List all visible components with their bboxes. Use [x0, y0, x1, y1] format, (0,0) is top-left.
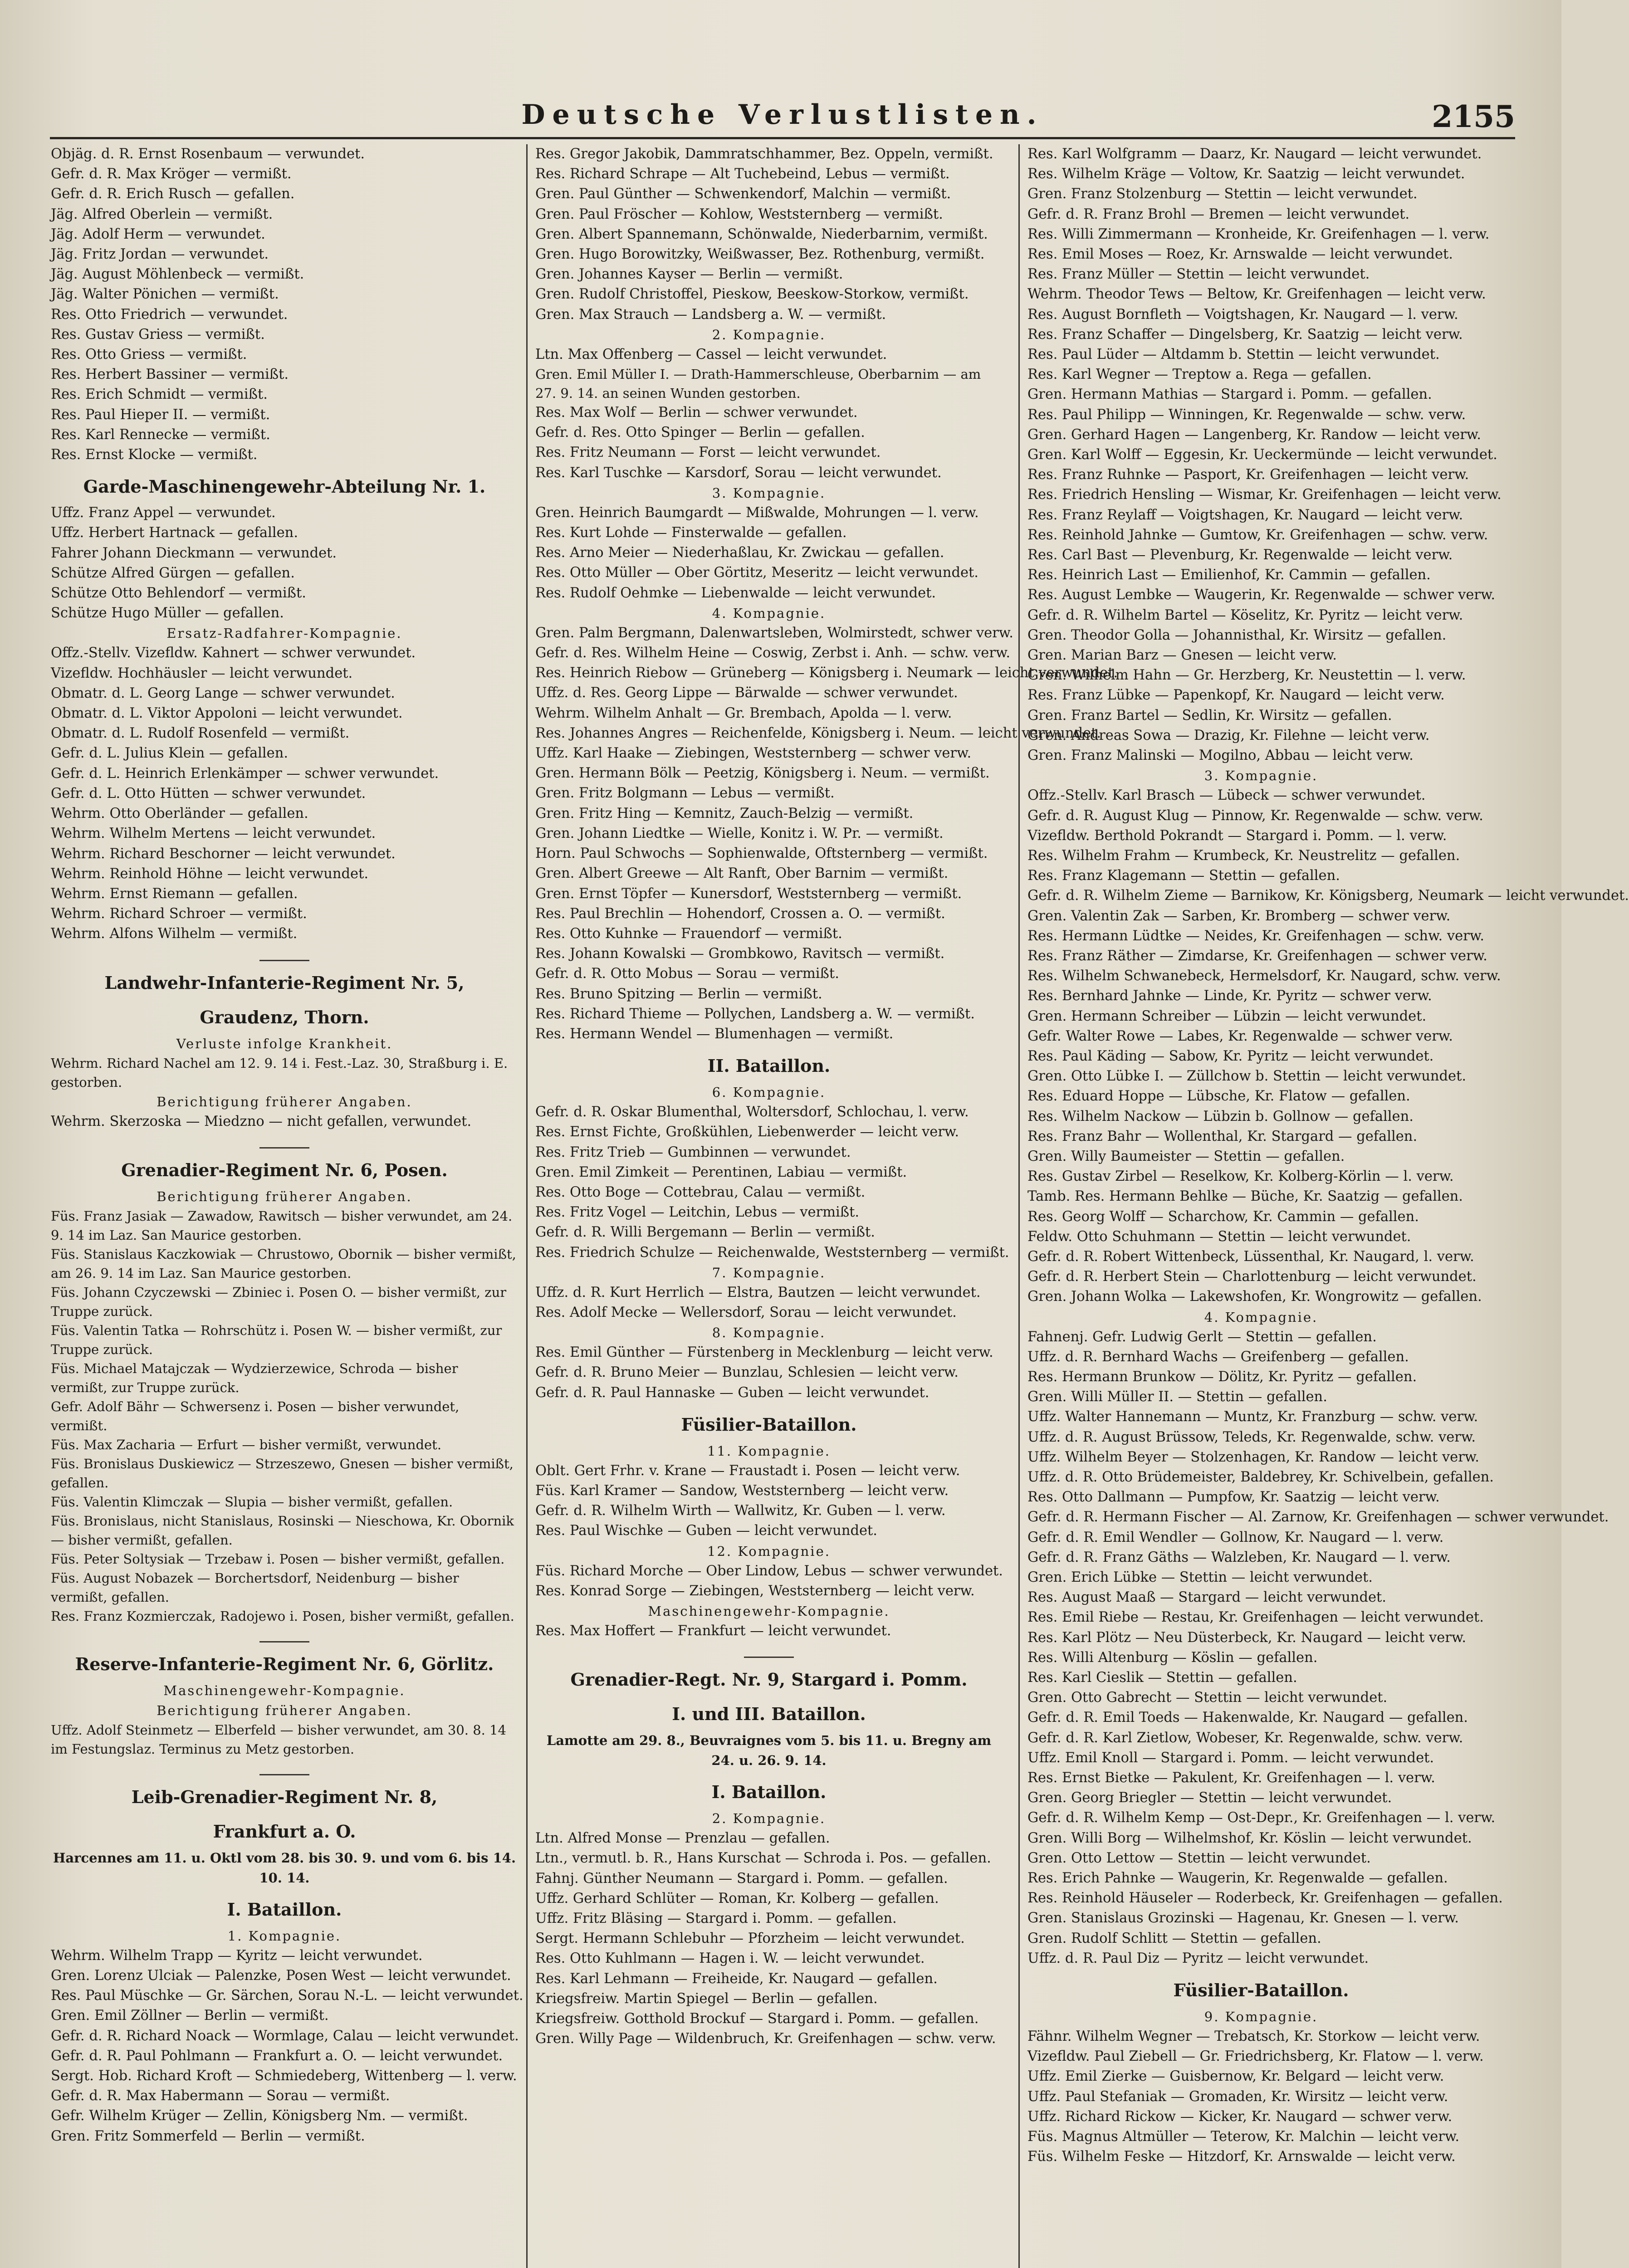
casualty-note: Füs. August Nobazek — Borchertsdorf, Neidenburg — bisher vermißt, gefallen. [51, 1570, 459, 1605]
casualty-note: Füs. Bronislaus, nicht Stanislaus, Rosinski — Nieschowa, Kr. Obornik — bisher vermißt, gefallen. [51, 1513, 514, 1548]
casualty-entry: Res. Otto Griess — vermißt. [51, 347, 247, 363]
casualty-entry: Res. Franz Reylaff — Voigtshagen, Kr. Naugard — leicht verw. [1027, 507, 1463, 523]
subsection-heading: 2. Kompagnie. [712, 327, 826, 342]
section-divider [259, 960, 309, 961]
casualty-entry: Uffz. Emil Zierke — Guisbernow, Kr. Belgard — leicht verw. [1027, 2068, 1444, 2085]
casualty-entry: Wehrm. Otto Oberländer — gefallen. [51, 806, 308, 822]
casualty-entry: Res. Hermann Wendel — Blumenhagen — vermißt. [535, 1026, 894, 1042]
section-divider [744, 1657, 794, 1658]
casualty-entry: Res. Herbert Bassiner — vermißt. [51, 367, 289, 383]
casualty-entry: Gren. Andreas Sowa — Drazig, Kr. Filehne — leicht verw. [1027, 727, 1430, 743]
casualty-entry: Res. Paul Lüder — Altdamm b. Stettin — leicht verwundet. [1027, 347, 1440, 363]
casualty-entry: Res. Gustav Zirbel — Reselkow, Kr. Kolberg-Körlin — l. verw. [1027, 1168, 1454, 1185]
column-2 [535, 144, 1118, 2268]
casualty-entry: Gren. Fritz Hing — Kemnitz, Zauch-Belzig — vermißt. [535, 805, 914, 821]
casualty-entry: Wehrm. Richard Beschorner — leicht verwundet. [51, 846, 396, 862]
subsection-heading: 9. Kompagnie. [1204, 2009, 1318, 2025]
casualty-entry: Füs. Wilhelm Feske — Hitzdorf, Kr. Arnswalde — leicht verw. [1027, 2149, 1456, 2165]
casualty-entry: Gefr. d. Res. Otto Spinger — Berlin — gefallen. [535, 425, 865, 441]
casualty-entry: Oblt. Gert Frhr. v. Krane — Fraustadt i. Posen — leicht verw. [535, 1462, 960, 1479]
casualty-entry: Gefr. d. R. Willi Bergemann — Berlin — vermißt. [535, 1224, 875, 1241]
casualty-entry: Gren. Rudolf Schlitt — Stettin — gefallen. [1027, 1930, 1321, 1946]
casualty-entry: Wehrm. Richard Schroer — vermißt. [51, 906, 307, 922]
casualty-entry: Wehrm. Wilhelm Trapp — Kyritz — leicht verwundet. [51, 1947, 423, 1964]
casualty-entry: Res. Paul Brechlin — Hohendorf, Crossen a. O. — vermißt. [535, 905, 945, 922]
casualty-entry: Res. Erich Pahnke — Waugerin, Kr. Regenwalde — gefallen. [1027, 1870, 1448, 1887]
casualty-entry: Uffz. Herbert Hartnack — gefallen. [51, 525, 298, 541]
casualty-entry: Gren. Marian Barz — Gnesen — leicht verw. [1027, 647, 1337, 664]
casualty-entry: Uffz. d. R. Otto Brüdemeister, Baldebrey, Kr. Schivelbein, gefallen. [1027, 1469, 1494, 1485]
subsection-heading: 1. Kompagnie. [227, 1928, 342, 1944]
subsection-heading: Berichtigung früherer Angaben. [157, 1188, 412, 1204]
casualty-entry: Wehrm. Reinhold Höhne — leicht verwundet. [51, 865, 369, 882]
casualty-entry: Res. Eduard Hoppe — Lübsche, Kr. Flatow — gefallen. [1027, 1088, 1410, 1105]
casualty-entry: Wehrm. Alfons Wilhelm — vermißt. [51, 926, 298, 942]
casualty-entry: Kriegsfreiw. Gotthold Brockuf — Stargard i. Pomm. — gefallen. [535, 2011, 979, 2027]
casualty-entry: Gefr. d. L. Julius Klein — gefallen. [51, 745, 289, 762]
casualty-entry: Gren. Willi Müller II. — Stettin — gefallen. [1027, 1389, 1327, 1405]
casualty-entry: Res. Karl Rennecke — vermißt. [51, 426, 270, 443]
casualty-entry: Uffz. Emil Knoll — Stargard i. Pomm. — leicht verwundet. [1027, 1750, 1434, 1766]
casualty-entry: Wehrm. Theodor Tews — Beltow, Kr. Greifenhagen — leicht verw. [1027, 286, 1486, 303]
casualty-entry: Fähnr. Wilhelm Wegner — Trebatsch, Kr. Storkow — leicht verw. [1027, 2028, 1480, 2045]
casualty-entry: Gren. Ernst Töpfer — Kunersdorf, Weststernberg — vermißt. [535, 885, 962, 902]
casualty-entry: Res. Franz Lübke — Papenkopf, Kr. Naugard — leicht verw. [1027, 687, 1445, 704]
casualty-entry: Gren. Otto Lettow — Stettin — leicht verwundet. [1027, 1850, 1371, 1866]
casualty-entry: Gefr. d. R. August Klug — Pinnow, Kr. Regenwalde — schw. verw. [1027, 807, 1483, 824]
section-heading: Füsilier-Bataillon. [681, 1414, 857, 1435]
casualty-entry: Res. Willi Zimmermann — Kronheide, Kr. Greifenhagen — l. verw. [1027, 226, 1490, 242]
subsection-heading: Verluste infolge Krankheit. [176, 1036, 393, 1051]
column-1 [51, 144, 523, 2268]
casualty-entry: Gefr. d. R. Otto Mobus — Sorau — vermißt. [535, 966, 839, 982]
casualty-entry: Res. Rudolf Oehmke — Liebenwalde — leicht verwundet. [535, 585, 936, 601]
section-heading: I. und III. Bataillon. [672, 1704, 866, 1725]
section-heading: Füsilier-Bataillon. [1173, 1980, 1349, 2001]
casualty-entry: Gren. Rudolf Christoffel, Pieskow, Beeskow-Storkow, vermißt. [535, 286, 969, 303]
casualty-entry: Gren. Lorenz Ulciak — Palenzke, Posen West — leicht verwundet. [51, 1967, 511, 1984]
casualty-entry: Vizefldw. Paul Ziebell — Gr. Friedrichsberg, Kr. Flatow — l. verw. [1027, 2048, 1484, 2065]
casualty-entry: Gefr. d. R. Max Habermann — Sorau — vermißt. [51, 2088, 390, 2104]
subsection-heading: Berichtigung früherer Angaben. [157, 1702, 412, 1718]
casualty-entry: Feldw. Otto Schuhmann — Stettin — leicht verwundet. [1027, 1228, 1411, 1245]
casualty-entry: Vizefldw. Hochhäusler — leicht verwundet. [51, 665, 353, 681]
casualty-entry: Jäg. Walter Pönichen — vermißt. [51, 286, 279, 303]
casualty-note: Füs. Valentin Tatka — Rohrschütz i. Posen W. — bisher vermißt, zur Truppe zurück. [51, 1322, 502, 1357]
casualty-entry: Res. Otto Boge — Cottebrau, Calau — vermißt. [535, 1184, 866, 1200]
casualty-entry: Gren. Franz Bartel — Sedlin, Kr. Wirsitz — gefallen. [1027, 707, 1392, 723]
casualty-entry: Gefr. d. R. Herbert Stein — Charlottenburg — leicht verwundet. [1027, 1269, 1477, 1285]
casualty-entry: Gren. Hugo Borowitzky, Weißwasser, Bez. Rothenburg, vermißt. [535, 246, 985, 263]
casualty-entry: Gefr. d. R. Erich Rusch — gefallen. [51, 186, 295, 202]
casualty-entry: Uffz. Walter Hannemann — Muntz, Kr. Franzburg — schw. verw. [1027, 1409, 1478, 1425]
subsection-heading: Maschinengewehr-Kompagnie. [648, 1603, 890, 1619]
casualty-entry: Gefr. d. R. Hermann Fischer — Al. Zarnow, Kr. Greifenhagen — schwer verwundet. [1027, 1509, 1609, 1525]
section-heading: Reserve-Infanterie-Regiment Nr. 6, Görlitz. [75, 1653, 494, 1674]
casualty-entry: Uffz. Paul Stefaniak — Gromaden, Kr. Wirsitz — leicht verw. [1027, 2088, 1448, 2105]
casualty-entry: Gefr. d. R. Karl Zietlow, Wobeser, Kr. Regenwalde, schw. verw. [1027, 1730, 1463, 1746]
casualty-entry: Gren. Albert Greewe — Alt Ranft, Ober Barnim — vermißt. [535, 865, 949, 882]
column-3 [1027, 144, 1629, 2268]
casualty-entry: Obmatr. d. L. Viktor Appoloni — leicht verwundet. [51, 705, 403, 722]
casualty-entry: Res. Franz Klagemann — Stettin — gefallen. [1027, 868, 1340, 884]
section-heading: Frankfurt a. O. [213, 1821, 356, 1842]
casualty-entry: Res. Max Hoffert — Frankfurt — leicht verwundet. [535, 1623, 891, 1639]
casualty-entry: Res. Karl Cieslik — Stettin — gefallen. [1027, 1670, 1297, 1686]
casualty-note: Füs. Stanislaus Kaczkowiak — Chrustowo, Obornik — bisher vermißt, am 26. 9. 14 im Laz. San Maurice gestorben. [51, 1246, 516, 1281]
casualty-entry: Gefr. d. R. Wilhelm Wirth — Wallwitz, Kr. Guben — l. verw. [535, 1503, 946, 1519]
section-divider [259, 1641, 309, 1642]
subsection-heading: 11. Kompagnie. [707, 1443, 831, 1459]
casualty-entry: Schütze Otto Behlendorf — vermißt. [51, 585, 306, 601]
casualty-entry: Gefr. d. R. Bruno Meier — Bunzlau, Schlesien — leicht verw. [535, 1364, 959, 1381]
casualty-entry: Gren. Franz Malinski — Mogilno, Abbau — leicht verw. [1027, 748, 1414, 764]
casualty-entry: Uffz. Richard Rickow — Kicker, Kr. Naugard — schwer verw. [1027, 2108, 1453, 2125]
subsection-heading: 7. Kompagnie. [712, 1265, 826, 1281]
casualty-entry: Obmatr. d. L. Rudolf Rosenfeld — vermißt. [51, 725, 350, 742]
casualty-entry: Gefr. d. R. Wilhelm Bartel — Köselitz, Kr. Pyritz — leicht verw. [1027, 607, 1463, 623]
casualty-entry: Res. Richard Schrape — Alt Tuchebeind, Lebus — vermißt. [535, 166, 950, 182]
subsection-heading: 2. Kompagnie. [712, 1811, 826, 1827]
subsection-heading: 4. Kompagnie. [712, 605, 826, 621]
casualty-entry: Res. Friedrich Hensling — Wismar, Kr. Greifenhagen — leicht verw. [1027, 487, 1502, 503]
casualty-entry: Uffz. Fritz Bläsing — Stargard i. Pomm. — gefallen. [535, 1911, 897, 1926]
section-heading: Graudenz, Thorn. [200, 1007, 369, 1027]
casualty-entry: Res. Ernst Bietke — Pakulent, Kr. Greifenhagen — l. verw. [1027, 1770, 1435, 1786]
casualty-entry: Jäg. August Möhlenbeck — vermißt. [51, 266, 304, 283]
casualty-entry: Res. Reinhold Jahnke — Gumtow, Kr. Greifenhagen — schw. verw. [1027, 527, 1488, 543]
casualty-entry: Res. Otto Müller — Ober Görtitz, Meseritz — leicht verwundet. [535, 565, 978, 581]
casualty-entry: Horn. Paul Schwochs — Sophienwalde, Oftsternberg — vermißt. [535, 846, 988, 862]
casualty-entry: Res. Otto Dallmann — Pumpfow, Kr. Saatzig — leicht verw. [1027, 1489, 1440, 1505]
casualty-entry: Offz.-Stellv. Vizefldw. Kahnert — schwer verwundet. [51, 645, 416, 661]
casualty-entry: Res. Wilhelm Kräge — Voltow, Kr. Saatzig — leicht verwundet. [1027, 166, 1465, 182]
casualty-entry: Füs. Richard Morche — Ober Lindow, Lebus — schwer verwundet. [535, 1563, 1003, 1579]
casualty-entry: Gefr. d. R. Emil Wendler — Gollnow, Kr. Naugard — l. verw. [1027, 1529, 1444, 1545]
casualty-entry: Gren. Johann Wolka — Lakewshofen, Kr. Wongrowitz — gefallen. [1027, 1289, 1482, 1305]
casualty-entry: Fahnj. Günther Neumann — Stargard i. Pomm. — gefallen. [535, 1870, 948, 1887]
casualty-entry: Vizefldw. Berthold Pokrandt — Stargard i. Pomm. — l. verw. [1027, 827, 1447, 844]
casualty-entry: Res. Fritz Vogel — Leitchin, Lebus — vermißt. [535, 1204, 860, 1221]
page-title: Deutsche Verlustlisten. [521, 99, 1044, 131]
casualty-entry: Gren. Paul Fröscher — Kohlow, Weststernberg — vermißt. [535, 206, 943, 222]
casualty-note: Gren. Emil Müller I. — Drath-Hammerschleuse, Oberbarnim — am 27. 9. 14. an seinen Wunden gestorben. [535, 367, 981, 401]
casualty-entry: Res. Otto Kuhlmann — Hagen i. W. — leicht verwundet. [535, 1950, 925, 1967]
casualty-entry: Res. Gregor Jakobik, Dammratschhammer, Bez. Oppeln, vermißt. [535, 146, 993, 162]
casualty-entry: Res. Georg Wolff — Scharchow, Kr. Cammin — gefallen. [1027, 1208, 1419, 1225]
casualty-entry: Gefr. d. R. Oskar Blumenthal, Woltersdorf, Schlochau, l. verw. [535, 1104, 969, 1120]
casualty-entry: Res. Paul Philipp — Winningen, Kr. Regenwalde — schw. verw. [1027, 406, 1466, 423]
casualty-entry: Uffz. Wilhelm Beyer — Stolzenhagen, Kr. Randow — leicht verw. [1027, 1449, 1479, 1465]
casualty-entry: Gefr. d. R. Emil Toeds — Hakenwalde, Kr. Naugard — gefallen. [1027, 1710, 1468, 1726]
casualty-note: Uffz. Adolf Steinmetz — Elberfeld — bisher verwundet, am 30. 8. 14 im Festungslaz. Terminus zu Metz gestorben. [51, 1722, 506, 1757]
casualty-entry: Gren. Palm Bergmann, Dalenwartsleben, Wolmirstedt, schwer verw. [535, 625, 1013, 641]
casualty-entry: Res. Karl Wolfgramm — Daarz, Kr. Naugard — leicht verwundet. [1027, 146, 1482, 162]
column-divider [526, 144, 528, 2268]
casualty-entry: Res. Erich Schmidt — vermißt. [51, 386, 268, 403]
casualty-note: Füs. Bronislaus Duskiewicz — Strzeszewo, Gnesen — bisher vermißt, gefallen. [51, 1456, 514, 1491]
subsection-heading: Ersatz-Radfahrer-Kompagnie. [166, 626, 402, 641]
casualty-note: Füs. Johann Czyczewski — Zbiniec i. Posen O. — bisher vermißt, zur Truppe zurück. [51, 1284, 507, 1319]
casualty-entry: Ltn., vermutl. b. R., Hans Kurschat — Schroda i. Pos. — gefallen. [535, 1850, 991, 1867]
casualty-entry: Fahrer Johann Dieckmann — verwundet. [51, 545, 337, 561]
casualty-entry: Gren. Franz Stolzenburg — Stettin — leicht verwundet. [1027, 186, 1418, 202]
casualty-entry: Jäg. Alfred Oberlein — vermißt. [51, 206, 273, 222]
casualty-entry: Res. Karl Plötz — Neu Düsterbeck, Kr. Naugard — leicht verw. [1027, 1629, 1467, 1646]
subsection-heading: 3. Kompagnie. [712, 485, 826, 501]
casualty-entry: Gefr. d. R. Paul Pohlmann — Frankfurt a. O. — leicht verwundet. [51, 2048, 503, 2064]
subsection-heading: 8. Kompagnie. [712, 1325, 826, 1341]
section-divider [259, 1147, 309, 1149]
casualty-entry: Gren. Willy Baumeister — Stettin — gefallen. [1027, 1148, 1345, 1164]
casualty-entry: Gren. Albert Spannemann, Schönwalde, Niederbarnim, vermißt. [535, 226, 988, 242]
page-number: 2155 [1432, 99, 1515, 134]
subsection-heading: Harcennes am 11. u. Oktl vom 28. bis 30. 9. und vom 6. bis 14. 10. 14. [53, 1850, 516, 1886]
casualty-entry: Res. Arno Meier — Niederhaßlau, Kr. Zwickau — gefallen. [535, 545, 944, 561]
casualty-entry: Res. Heinrich Last — Emilienhof, Kr. Cammin — gefallen. [1027, 567, 1431, 583]
casualty-note: Füs. Franz Jasiak — Zawadow, Rawitsch — bisher verwundet, am 24. 9. 14 im Laz. San Maurice gestorben. [51, 1208, 513, 1243]
casualty-entry: Gren. Hermann Bölk — Peetzig, Königsberg i. Neum. — vermißt. [535, 765, 990, 782]
casualty-entry: Gren. Max Strauch — Landsberg a. W. — vermißt. [535, 306, 886, 323]
casualty-entry: Füs. Karl Kramer — Sandow, Weststernberg — leicht verw. [535, 1482, 949, 1499]
casualty-entry: Gefr. d. L. Otto Hütten — schwer verwundet. [51, 785, 366, 802]
casualty-entry: Gefr. d. R. Franz Gäths — Walzleben, Kr. Naugard — l. verw. [1027, 1549, 1451, 1565]
casualty-entry: Schütze Hugo Müller — gefallen. [51, 605, 284, 621]
casualty-entry: Res. Gustav Griess — vermißt. [51, 326, 265, 342]
page-header [50, 99, 1515, 140]
subsection-heading: Maschinengewehr-Kompagnie. [163, 1682, 406, 1698]
header-rule [50, 137, 1515, 139]
casualty-entry: Res. Franz Schaffer — Dingelsberg, Kr. Saatzig — leicht verw. [1027, 326, 1463, 342]
section-heading: Landwehr-Infanterie-Regiment Nr. 5, [104, 972, 465, 993]
casualty-entry: Uffz. d. R. Kurt Herrlich — Elstra, Bautzen — leicht verwundet. [535, 1284, 981, 1300]
subsection-heading: 12. Kompagnie. [707, 1543, 831, 1559]
casualty-entry: Jäg. Fritz Jordan — verwundet. [51, 246, 269, 263]
casualty-entry: Wehrm. Wilhelm Anhalt — Gr. Brembach, Apolda — l. verw. [535, 705, 952, 721]
casualty-entry: Gren. Valentin Zak — Sarben, Kr. Bromberg — schwer verw. [1027, 908, 1451, 924]
casualty-entry: Gren. Wilhelm Hahn — Gr. Herzberg, Kr. Neustettin — l. verw. [1027, 667, 1466, 684]
casualty-entry: Fahnenj. Gefr. Ludwig Gerlt — Stettin — gefallen. [1027, 1329, 1377, 1345]
section-divider [259, 1774, 309, 1775]
casualty-entry: Wehrm. Skerzoska — Miedzno — nicht gefallen, verwundet. [51, 1113, 472, 1129]
casualty-entry: Res. Max Wolf — Berlin — schwer verwundet. [535, 405, 858, 421]
casualty-entry: Ltn. Max Offenberg — Cassel — leicht verwundet. [535, 346, 887, 362]
casualty-entry: Gren. Johannes Kayser — Berlin — vermißt. [535, 266, 843, 283]
casualty-entry: Gren. Willi Borg — Wilhelmshof, Kr. Köslin — leicht verwundet. [1027, 1830, 1472, 1846]
casualty-entry: Res. Paul Müschke — Gr. Särchen, Sorau N.-L. — leicht verwundet. [51, 1988, 523, 2004]
casualty-entry: Uffz. d. R. Bernhard Wachs — Greifenberg — gefallen. [1027, 1349, 1409, 1365]
casualty-entry: Res. Friedrich Schulze — Reichenwalde, Weststernberg — vermißt. [535, 1244, 1009, 1261]
casualty-entry: Gren. Georg Briegler — Stettin — leicht verwundet. [1027, 1790, 1392, 1806]
casualty-entry: Res. Reinhold Häuseler — Roderbeck, Kr. Greifenhagen — gefallen. [1027, 1890, 1503, 1906]
casualty-entry: Res. Paul Wischke — Guben — leicht verwundet. [535, 1523, 877, 1539]
casualty-entry: Gren. Stanislaus Grozinski — Hagenau, Kr. Gnesen — l. verw. [1027, 1910, 1459, 1926]
casualty-entry: Res. Wilhelm Nackow — Lübzin b. Gollnow — gefallen. [1027, 1108, 1414, 1124]
casualty-entry: Gren. Theodor Golla — Johannisthal, Kr. Wirsitz — gefallen. [1027, 627, 1447, 643]
casualty-entry: Res. Karl Tuschke — Karsdorf, Sorau — leicht verwundet. [535, 464, 942, 481]
subsection-heading: 6. Kompagnie. [712, 1085, 826, 1100]
casualty-entry: Res. Willi Altenburg — Köslin — gefallen. [1027, 1649, 1318, 1666]
casualty-entry: Res. Franz Müller — Stettin — leicht verwundet. [1027, 266, 1370, 283]
casualty-entry: Res. August Bornfleth — Voigtshagen, Kr. Naugard — l. verw. [1027, 306, 1458, 323]
casualty-entry: Gefr. d. Res. Wilhelm Heine — Coswig, Zerbst i. Anh. — schw. verw. [535, 645, 1011, 661]
casualty-entry: Res. Wilhelm Schwanebeck, Hermelsdorf, Kr. Naugard, schw. verw. [1027, 968, 1501, 984]
casualty-note: Wehrm. Richard Nachel am 12. 9. 14 i. Fest.-Laz. 30, Straßburg i. E. gestorben. [51, 1055, 508, 1090]
casualty-entry: Offz.-Stellv. Karl Brasch — Lübeck — schwer verwundet. [1027, 787, 1426, 804]
casualty-entry: Res. Bruno Spitzing — Berlin — vermißt. [535, 986, 822, 1002]
column-divider [1018, 144, 1020, 2268]
casualty-entry: Tamb. Res. Hermann Behlke — Büche, Kr. Saatzig — gefallen. [1027, 1188, 1463, 1205]
casualty-entry: Gren. Otto Gabrecht — Stettin — leicht verwundet. [1027, 1690, 1388, 1706]
casualty-entry: Res. Franz Räther — Zimdarse, Kr. Greifenhagen — schwer verw. [1027, 948, 1487, 964]
casualty-entry: Gren. Otto Lübke I. — Züllchow b. Stettin — leicht verwundet. [1027, 1068, 1467, 1085]
casualty-entry: Res. Emil Moses — Roez, Kr. Arnswalde — leicht verwundet. [1027, 246, 1453, 263]
casualty-note: Füs. Peter Soltysiak — Trzebaw i. Posen — bisher vermißt, gefallen. [51, 1551, 505, 1567]
casualty-entry: Gefr. d. R. Wilhelm Zieme — Barnikow, Kr. Königsberg, Neumark — leicht verwundet. [1027, 888, 1629, 904]
casualty-note: Füs. Max Zacharia — Erfurt — bisher vermißt, verwundet. [51, 1437, 442, 1452]
casualty-entry: Gefr. Walter Rowe — Labes, Kr. Regenwalde — schwer verw. [1027, 1028, 1453, 1044]
casualty-entry: Res. Paul Hieper II. — vermißt. [51, 406, 270, 423]
casualty-entry: Sergt. Hob. Richard Kroft — Schmiedeberg, Wittenberg — l. verw. [51, 2068, 517, 2084]
casualty-entry: Gefr. d. R. Max Kröger — vermißt. [51, 166, 292, 182]
casualty-entry: Res. Emil Riebe — Restau, Kr. Greifenhagen — leicht verwundet. [1027, 1609, 1484, 1626]
casualty-entry: Res. Ernst Fichte, Großkühlen, Liebenwerder — leicht verw. [535, 1124, 959, 1140]
casualty-entry: Gefr. d. R. Paul Hannaske — Guben — leicht verwundet. [535, 1384, 929, 1401]
casualty-entry: Res. August Maaß — Stargard — leicht verwundet. [1027, 1589, 1386, 1606]
subsection-heading: Berichtigung früherer Angaben. [157, 1094, 412, 1110]
casualty-entry: Res. Heinrich Riebow — Grüneberg — Königsberg i. Neumark — leicht verwundet. [535, 665, 1118, 681]
casualty-note: Res. Franz Kozmierczak, Radojewo i. Posen, bisher vermißt, gefallen. [51, 1608, 514, 1624]
section-heading: I. Bataillon. [711, 1782, 827, 1803]
casualty-entry: Gren. Paul Günther — Schwenkendorf, Malchin — vermißt. [535, 186, 951, 202]
casualty-entry: Jäg. Adolf Herm — verwundet. [51, 226, 265, 242]
section-heading: Garde-Maschinengewehr-Abteilung Nr. 1. [83, 476, 486, 497]
casualty-entry: Res. Franz Ruhnke — Pasport, Kr. Greifenhagen — leicht verw. [1027, 467, 1469, 483]
casualty-entry: Gefr. d. R. Robert Wittenbeck, Lüssenthal, Kr. Naugard, l. verw. [1027, 1248, 1474, 1265]
casualty-entry: Uffz. d. R. Paul Diz — Pyritz — leicht verwundet. [1027, 1950, 1369, 1966]
casualty-entry: Gren. Heinrich Baumgardt — Mißwalde, Mohrungen — l. verw. [535, 504, 979, 521]
subsection-heading: Lamotte am 29. 8., Beuvraignes vom 5. bis 11. u. Bregny am 24. u. 26. 9. 14. [546, 1733, 992, 1769]
casualty-entry: Uffz. d. R. August Brüssow, Teleds, Kr. Regenwalde, schw. verw. [1027, 1429, 1476, 1445]
casualty-entry: Füs. Magnus Altmüller — Teterow, Kr. Malchin — leicht verw. [1027, 2129, 1460, 2145]
casualty-entry: Sergt. Hermann Schlebuhr — Pforzheim — leicht verwundet. [535, 1931, 965, 1947]
casualty-entry: Gefr. Wilhelm Krüger — Zellin, Königsberg Nm. — vermißt. [51, 2108, 468, 2124]
casualty-note: Füs. Valentin Klimczak — Slupia — bisher vermißt, gefallen. [51, 1494, 453, 1510]
section-heading: Grenadier-Regiment Nr. 6, Posen. [121, 1159, 448, 1180]
casualty-entry: Gefr. d. R. Franz Brohl — Bremen — leicht verwundet. [1027, 206, 1410, 222]
casualty-entry: Gren. Emil Zimkeit — Perentinen, Labiau — vermißt. [535, 1164, 907, 1180]
casualty-entry: Res. Fritz Neumann — Forst — leicht verwundet. [535, 445, 881, 461]
casualty-entry: Res. Konrad Sorge — Ziebingen, Weststernberg — leicht verw. [535, 1583, 975, 1599]
casualty-entry: Wehrm. Ernst Riemann — gefallen. [51, 885, 298, 902]
subsection-heading: 4. Kompagnie. [1204, 1309, 1318, 1325]
casualty-entry: Res. Johannes Angres — Reichenfelde, Königsberg i. Neum. — leicht verwundet. [535, 725, 1101, 741]
casualty-entry: Gefr. d. L. Heinrich Erlenkämper — schwer verwundet. [51, 765, 439, 782]
casualty-note: Gefr. Adolf Bähr — Schwersenz i. Posen — bisher verwundet, vermißt. [51, 1398, 460, 1433]
casualty-entry: Gefr. d. R. Wilhelm Kemp — Ost-Depr., Kr. Greifenhagen — l. verw. [1027, 1810, 1496, 1826]
section-heading: II. Bataillon. [707, 1056, 831, 1076]
casualty-entry: Gren. Johann Liedtke — Wielle, Konitz i. W. Pr. — vermißt. [535, 825, 944, 841]
casualty-entry: Res. Hermann Lüdtke — Neides, Kr. Greifenhagen — schw. verw. [1027, 928, 1484, 944]
casualty-entry: Gren. Hermann Schreiber — Lübzin — leicht verwundet. [1027, 1008, 1427, 1024]
subsection-heading: 3. Kompagnie. [1204, 768, 1318, 784]
casualty-entry: Res. August Lembke — Waugerin, Kr. Regenwalde — schwer verw. [1027, 587, 1496, 603]
casualty-entry: Res. Adolf Mecke — Wellersdorf, Sorau — leicht verwundet. [535, 1304, 957, 1320]
casualty-entry: Kriegsfreiw. Martin Spiegel — Berlin — gefallen. [535, 1990, 878, 2007]
casualty-entry: Gren. Emil Zöllner — Berlin — vermißt. [51, 2008, 329, 2024]
casualty-entry: Gefr. d. R. Richard Noack — Wormlage, Calau — leicht verwundet. [51, 2028, 519, 2044]
casualty-entry: Res. Hermann Brunkow — Dölitz, Kr. Pyritz — gefallen. [1027, 1369, 1417, 1385]
casualty-entry: Res. Karl Lehmann — Freiheide, Kr. Naugard — gefallen. [535, 1970, 938, 1987]
casualty-entry: Res. Richard Thieme — Pollychen, Landsberg a. W. — vermißt. [535, 1006, 975, 1022]
casualty-entry: Res. Bernhard Jahnke — Linde, Kr. Pyritz — schwer verw. [1027, 988, 1432, 1004]
casualty-entry: Res. Kurt Lohde — Finsterwalde — gefallen. [535, 525, 847, 541]
casualty-note: Füs. Michael Matajczak — Wydzierzewice, Schroda — bisher vermißt, zur Truppe zurück. [51, 1360, 458, 1395]
section-heading: Leib-Grenadier-Regiment Nr. 8, [131, 1786, 438, 1807]
casualty-entry: Gren. Karl Wolff — Eggesin, Kr. Ueckermünde — leicht verwundet. [1027, 447, 1497, 463]
casualty-entry: Res. Karl Wegner — Treptow a. Rega — gefallen. [1027, 367, 1372, 383]
casualty-entry: Gren. Erich Lübke — Stettin — leicht verwundet. [1027, 1569, 1373, 1586]
casualty-entry: Uffz. Gerhard Schlüter — Roman, Kr. Kolberg — gefallen. [535, 1890, 939, 1906]
casualty-entry: Res. Johann Kowalski — Grombkowo, Ravitsch — vermißt. [535, 946, 945, 962]
casualty-entry: Gren. Hermann Mathias — Stargard i. Pomm. — gefallen. [1027, 386, 1432, 403]
casualty-entry: Objäg. d. R. Ernst Rosenbaum — verwundet. [51, 146, 365, 162]
casualty-entry: Uffz. Karl Haake — Ziebingen, Weststernberg — schwer verw. [535, 745, 972, 762]
casualty-entry: Gren. Fritz Sommerfeld — Berlin — vermißt. [51, 2128, 365, 2144]
section-heading: Grenadier-Regt. Nr. 9, Stargard i. Pomm. [570, 1669, 968, 1690]
casualty-entry: Obmatr. d. L. Georg Lange — schwer verwundet. [51, 685, 395, 701]
casualty-entry: Res. Otto Kuhnke — Frauendorf — vermißt. [535, 925, 842, 942]
casualty-entry: Res. Paul Käding — Sabow, Kr. Pyritz — leicht verwundet. [1027, 1048, 1434, 1064]
casualty-entry: Res. Ernst Klocke — vermißt. [51, 447, 258, 463]
casualty-entry: Res. Carl Bast — Plevenburg, Kr. Regenwalde — leicht verw. [1027, 547, 1453, 563]
casualty-entry: Gren. Gerhard Hagen — Langenberg, Kr. Randow — leicht verw. [1027, 426, 1481, 443]
casualty-entry: Uffz. d. Res. Georg Lippe — Bärwalde — schwer verwundet. [535, 685, 958, 701]
casualty-entry: Res. Otto Friedrich — verwundet. [51, 306, 288, 323]
casualty-entry: Wehrm. Wilhelm Mertens — leicht verwundet. [51, 826, 376, 842]
casualty-entry: Schütze Alfred Gürgen — gefallen. [51, 565, 295, 581]
section-heading: I. Bataillon. [227, 1899, 342, 1920]
casualty-entry: Res. Fritz Trieb — Gumbinnen — verwundet. [535, 1144, 851, 1160]
casualty-entry: Ltn. Alfred Monse — Prenzlau — gefallen. [535, 1830, 830, 1847]
casualty-entry: Gren. Fritz Bolgmann — Lebus — vermißt. [535, 785, 835, 802]
casualty-entry: Res. Wilhelm Frahm — Krumbeck, Kr. Neustrelitz — gefallen. [1027, 847, 1460, 864]
casualty-entry: Res. Emil Günther — Fürstenberg in Mecklenburg — leicht verw. [535, 1344, 993, 1361]
casualty-entry: Uffz. Franz Appel — verwundet. [51, 505, 276, 521]
casualty-entry: Res. Franz Bahr — Wollenthal, Kr. Stargard — gefallen. [1027, 1128, 1418, 1144]
casualty-entry: Gren. Willy Page — Wildenbruch, Kr. Greifenhagen — schw. verw. [535, 2031, 996, 2047]
